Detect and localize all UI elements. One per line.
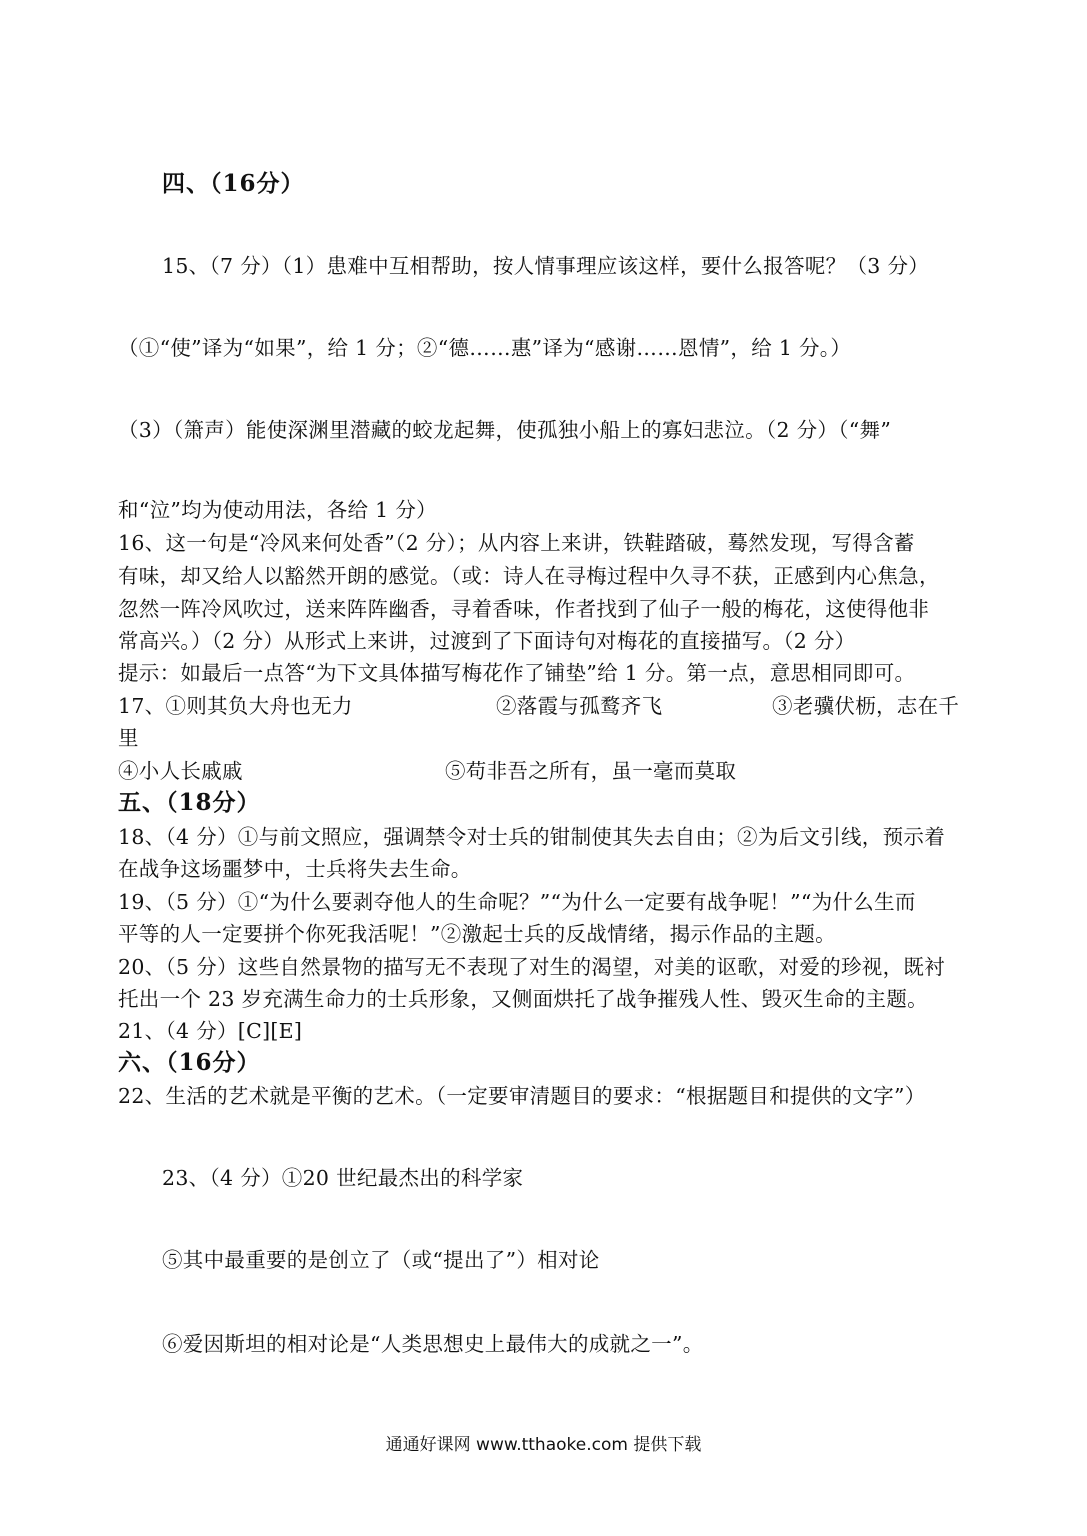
- answer-17-item-3-cont: 里: [118, 726, 139, 750]
- section-5-heading: 五、（18分）: [118, 789, 261, 816]
- answer-16-line-3: 忽然一阵冷风吹过，送来阵阵幽香，寻着香味，作者找到了仙子一般的梅花，这使得他非: [118, 597, 930, 621]
- answer-22: 22、生活的艺术就是平衡的艺术。（一定要审清题目的要求：“根据题目和提供的文字”）: [118, 1084, 926, 1108]
- answer-16-line-1: 16、这一句是“冷风来何处香”（2 分）；从内容上来讲，铁鞋踏破，蓦然发现，写得含蓄: [118, 531, 915, 555]
- answer-16-hint: 提示：如最后一点答“为下文具体描写梅花作了铺垫”给 1 分。第一点，意思相同即可。: [118, 661, 916, 685]
- answer-19-line-2: 平等的人一定要拼个你死我活呢！”②激起士兵的反战情绪，揭示作品的主题。: [118, 922, 836, 946]
- section-6-heading: 六、（16分）: [118, 1049, 261, 1076]
- answer-21: 21、（4 分）[C][E]: [118, 1019, 303, 1043]
- answer-17-item-5: ⑤苟非吾之所有，虽一毫而莫取: [445, 759, 737, 783]
- answer-17-item-3: ③老骥伏枥，志在千: [772, 694, 960, 718]
- answer-17-item-1: 17、①则其负大舟也无力: [118, 694, 353, 718]
- answer-20-line-1: 20、（5 分）这些自然景物的描写无不表现了对生的渴望，对美的讴歌，对爱的珍视，既衬: [118, 955, 945, 979]
- answer-17-row-2: [118, 757, 737, 785]
- answer-15-line-2: （①“使”译为“如果”，给 1 分；②“德……惠”译为“感谢……恩情”，给 1 分。）: [118, 336, 852, 360]
- section-4-heading: 四、（16分）: [162, 170, 305, 197]
- answer-18-line-2: 在战争这场噩梦中，士兵将失去生命。: [118, 857, 472, 881]
- answer-19-line-1: 19、（5 分）①“为什么要剥夺他人的生命呢？”“为什么一定要有战争呢！”“为什么生而: [118, 890, 916, 914]
- answer-16-line-4: 常高兴。）（2 分）从形式上来讲，过渡到了下面诗句对梅花的直接描写。（2 分）: [118, 629, 856, 653]
- answer-17-item-4: ④小人长戚戚: [118, 759, 243, 783]
- answer-23-line-2: ⑤其中最重要的是创立了（或“提出了”）相对论: [162, 1248, 600, 1272]
- answer-15-line-4: 和“泣”均为使动用法，各给 1 分）: [118, 498, 437, 522]
- answer-17-item-2: ②落霞与孤鹜齐飞: [496, 694, 663, 718]
- answer-23-line-3: ⑥爱因斯坦的相对论是“人类思想史上最伟大的成就之一”。: [162, 1332, 704, 1356]
- answer-20-line-2: 托出一个 23 岁充满生命力的士兵形象，又侧面烘托了战争摧残人性、毁灭生命的主题。: [118, 987, 928, 1011]
- answer-18-line-1: 18、（4 分）①与前文照应，强调禁令对士兵的钳制使其失去自由；②为后文引线，预示着: [118, 825, 945, 849]
- answer-15-line-1: 15、（7 分）（1）患难中互相帮助，按人情事理应该这样，要什么报答呢？（3 分）: [162, 254, 930, 278]
- answer-15-line-3: （3）（箫声）能使深渊里潜藏的蛟龙起舞，使孤独小船上的寡妇悲泣。（2 分）（“舞”: [118, 418, 892, 442]
- answer-23-line-1: 23、（4 分）①20 世纪最杰出的科学家: [162, 1166, 524, 1190]
- answer-17-row-1: [118, 692, 960, 720]
- footer-source-note: 通通好课网 www.tthaoke.com 提供下载: [385, 1435, 702, 1455]
- answer-16-line-2: 有味，却又给人以豁然开朗的感觉。（或：诗人在寻梅过程中久寻不获，正感到内心焦急，: [118, 564, 940, 588]
